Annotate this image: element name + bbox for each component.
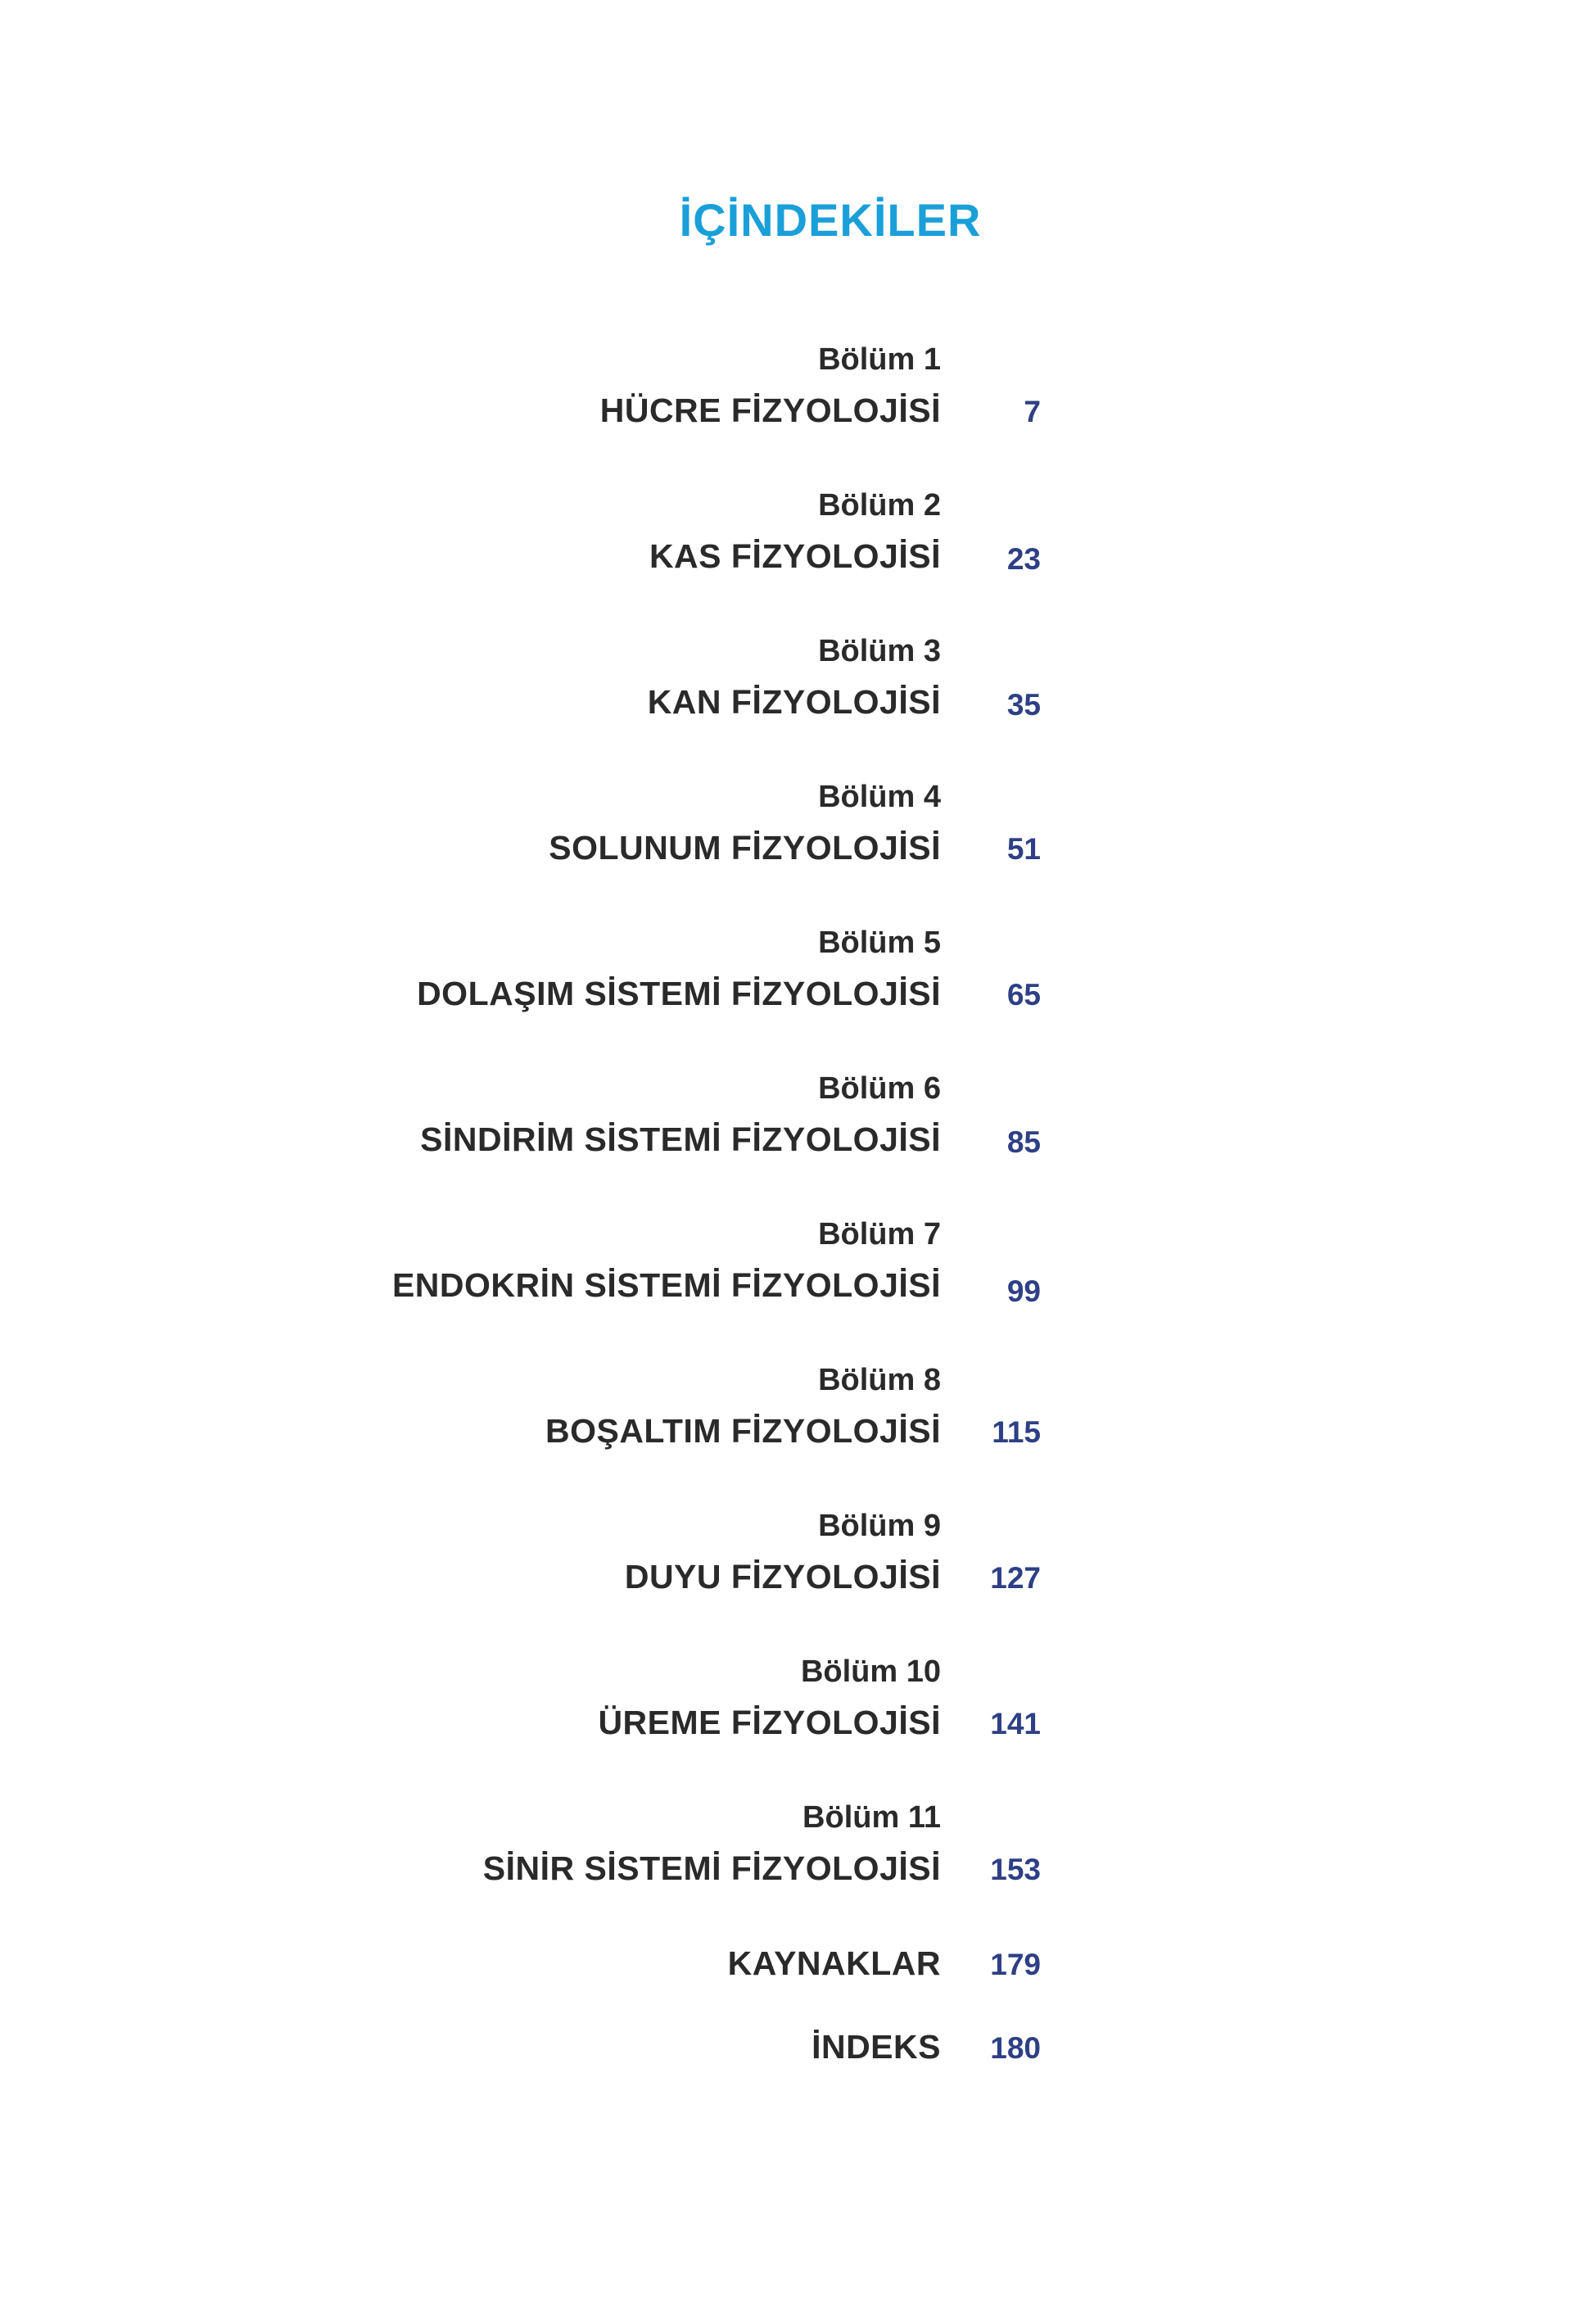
page-number-2[interactable]: 23 [1006, 542, 1041, 576]
chapter-label-8: Bölüm 8 [818, 1363, 941, 1397]
index-title[interactable]: İNDEKS [812, 2028, 941, 2066]
page-number-5[interactable]: 65 [1006, 978, 1041, 1012]
references-page-number[interactable]: 179 [990, 1948, 1041, 1981]
chapter-label-6: Bölüm 6 [818, 1071, 941, 1106]
chapter-label-3: Bölüm 3 [818, 634, 941, 668]
chapter-title-1[interactable]: HÜCRE FİZYOLOJİSİ [599, 392, 941, 429]
page-number-11[interactable]: 153 [990, 1853, 1041, 1886]
page-number-4[interactable]: 51 [1006, 832, 1041, 866]
page-title: İÇİNDEKİLER [679, 194, 982, 246]
chapter-label-1: Bölüm 1 [818, 342, 941, 377]
chapter-title-4[interactable]: SOLUNUM FİZYOLOJİSİ [549, 829, 941, 867]
chapter-label-2: Bölüm 2 [818, 488, 941, 523]
page-number-10[interactable]: 141 [990, 1707, 1041, 1740]
page-number-3[interactable]: 35 [1006, 688, 1041, 722]
page-number-6[interactable]: 85 [1006, 1125, 1041, 1159]
page-number-8[interactable]: 115 [992, 1415, 1041, 1449]
chapter-label-7: Bölüm 7 [818, 1217, 941, 1252]
chapter-label-10: Bölüm 10 [800, 1654, 941, 1689]
chapter-label-11: Bölüm 11 [803, 1800, 941, 1835]
page-number-1[interactable]: 7 [1024, 395, 1041, 428]
chapter-title-10[interactable]: ÜREME FİZYOLOJİSİ [598, 1704, 941, 1741]
chapter-label-9: Bölüm 9 [818, 1509, 941, 1543]
chapter-title-2[interactable]: KAS FİZYOLOJİSİ [649, 537, 941, 575]
chapter-title-11[interactable]: SİNİR SİSTEMİ FİZYOLOJİSİ [482, 1849, 941, 1887]
page-number-7[interactable]: 99 [1006, 1274, 1041, 1308]
chapter-title-8[interactable]: BOŞALTIM FİZYOLOJİSİ [545, 1412, 941, 1450]
index-page-number[interactable]: 180 [990, 2031, 1041, 2065]
chapter-title-7[interactable]: ENDOKRİN SİSTEMİ FİZYOLOJİSİ [391, 1266, 941, 1304]
chapter-title-9[interactable]: DUYU FİZYOLOJİSİ [624, 1558, 941, 1596]
page-number-9[interactable]: 127 [990, 1561, 1041, 1595]
chapter-title-3[interactable]: KAN FİZYOLOJİSİ [647, 683, 941, 721]
chapter-label-4: Bölüm 4 [818, 780, 941, 814]
chapter-title-6[interactable]: SİNDİRİM SİSTEMİ FİZYOLOJİSİ [420, 1120, 941, 1158]
references-title[interactable]: KAYNAKLAR [727, 1944, 941, 1982]
chapter-label-5: Bölüm 5 [818, 926, 941, 960]
chapter-title-5[interactable]: DOLAŞIM SİSTEMİ FİZYOLOJİSİ [417, 975, 941, 1012]
